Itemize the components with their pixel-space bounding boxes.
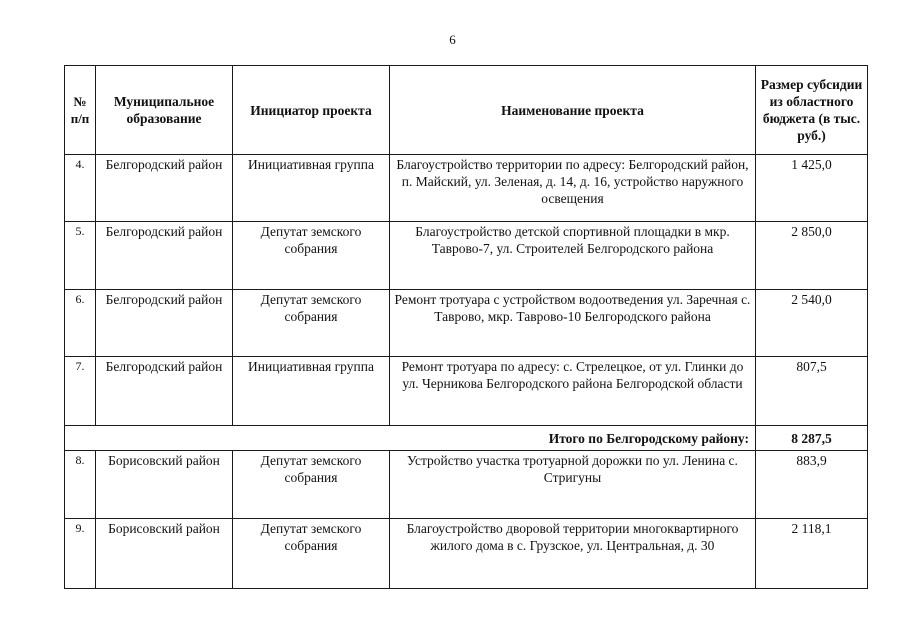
row-municipality: Белгородский район bbox=[96, 290, 233, 357]
row-amount: 1 425,0 bbox=[756, 155, 868, 222]
table-row bbox=[65, 155, 868, 222]
row-num: 9. bbox=[65, 519, 96, 589]
row-initiator: Депутат земского собрания bbox=[233, 519, 390, 589]
header-municipality: Муниципальное образование bbox=[96, 66, 233, 155]
row-municipality: Борисовский район bbox=[96, 451, 233, 519]
row-municipality: Борисовский район bbox=[96, 519, 233, 589]
table-row bbox=[65, 519, 868, 589]
table-row bbox=[65, 290, 868, 357]
row-initiator: Инициативная группа bbox=[233, 357, 390, 426]
row-amount: 2 850,0 bbox=[756, 222, 868, 290]
row-initiator: Депутат земского собрания bbox=[233, 222, 390, 290]
row-amount: 807,5 bbox=[756, 357, 868, 426]
row-num: 5. bbox=[65, 222, 96, 290]
row-initiator: Инициативная группа bbox=[233, 155, 390, 222]
row-project: Ремонт тротуара с устройством водоотведения ул. Заречная с. Таврово, мкр. Таврово-10 Белгородского района bbox=[390, 290, 756, 357]
row-num: 8. bbox=[65, 451, 96, 519]
row-num: 6. bbox=[65, 290, 96, 357]
page-number: 6 bbox=[449, 32, 456, 47]
header-row bbox=[65, 66, 868, 155]
row-initiator: Депутат земского собрания bbox=[233, 451, 390, 519]
row-initiator: Депутат земского собрания bbox=[233, 290, 390, 357]
header-initiator: Инициатор проекта bbox=[233, 66, 390, 155]
row-project: Благоустройство дворовой территории многоквартирного жилого дома в с. Грузское, ул. Центральная, д. 30 bbox=[390, 519, 756, 589]
row-project: Ремонт тротуара по адресу: с. Стрелецкое, от ул. Глинки до ул. Черникова Белгородского района Белгородской области bbox=[390, 357, 756, 426]
total-row bbox=[65, 426, 868, 451]
total-value: 8 287,5 bbox=[756, 426, 868, 451]
row-project: Устройство участка тротуарной дорожки по ул. Ленина с. Стригуны bbox=[390, 451, 756, 519]
row-municipality: Белгородский район bbox=[96, 222, 233, 290]
header-project: Наименование проекта bbox=[390, 66, 756, 155]
header-amount: Размер субсидии из областного бюджета (в тыс. руб.) bbox=[756, 66, 868, 155]
row-municipality: Белгородский район bbox=[96, 155, 233, 222]
row-project: Благоустройство территории по адресу: Белгородский район, п. Майский, ул. Зеленая, д. 14, д. 16, устройство наружного освещения bbox=[390, 155, 756, 222]
subsidy-table bbox=[64, 65, 868, 589]
row-amount: 2 118,1 bbox=[756, 519, 868, 589]
table-row bbox=[65, 222, 868, 290]
table-row bbox=[65, 451, 868, 519]
row-num: 4. bbox=[65, 155, 96, 222]
row-num: 7. bbox=[65, 357, 96, 426]
row-municipality: Белгородский район bbox=[96, 357, 233, 426]
row-amount: 883,9 bbox=[756, 451, 868, 519]
row-amount: 2 540,0 bbox=[756, 290, 868, 357]
table-row bbox=[65, 357, 868, 426]
header-num: № п/п bbox=[65, 66, 96, 155]
row-project: Благоустройство детской спортивной площадки в мкр. Таврово-7, ул. Строителей Белгородского района bbox=[390, 222, 756, 290]
total-label: Итого по Белгородскому району: bbox=[65, 426, 756, 451]
